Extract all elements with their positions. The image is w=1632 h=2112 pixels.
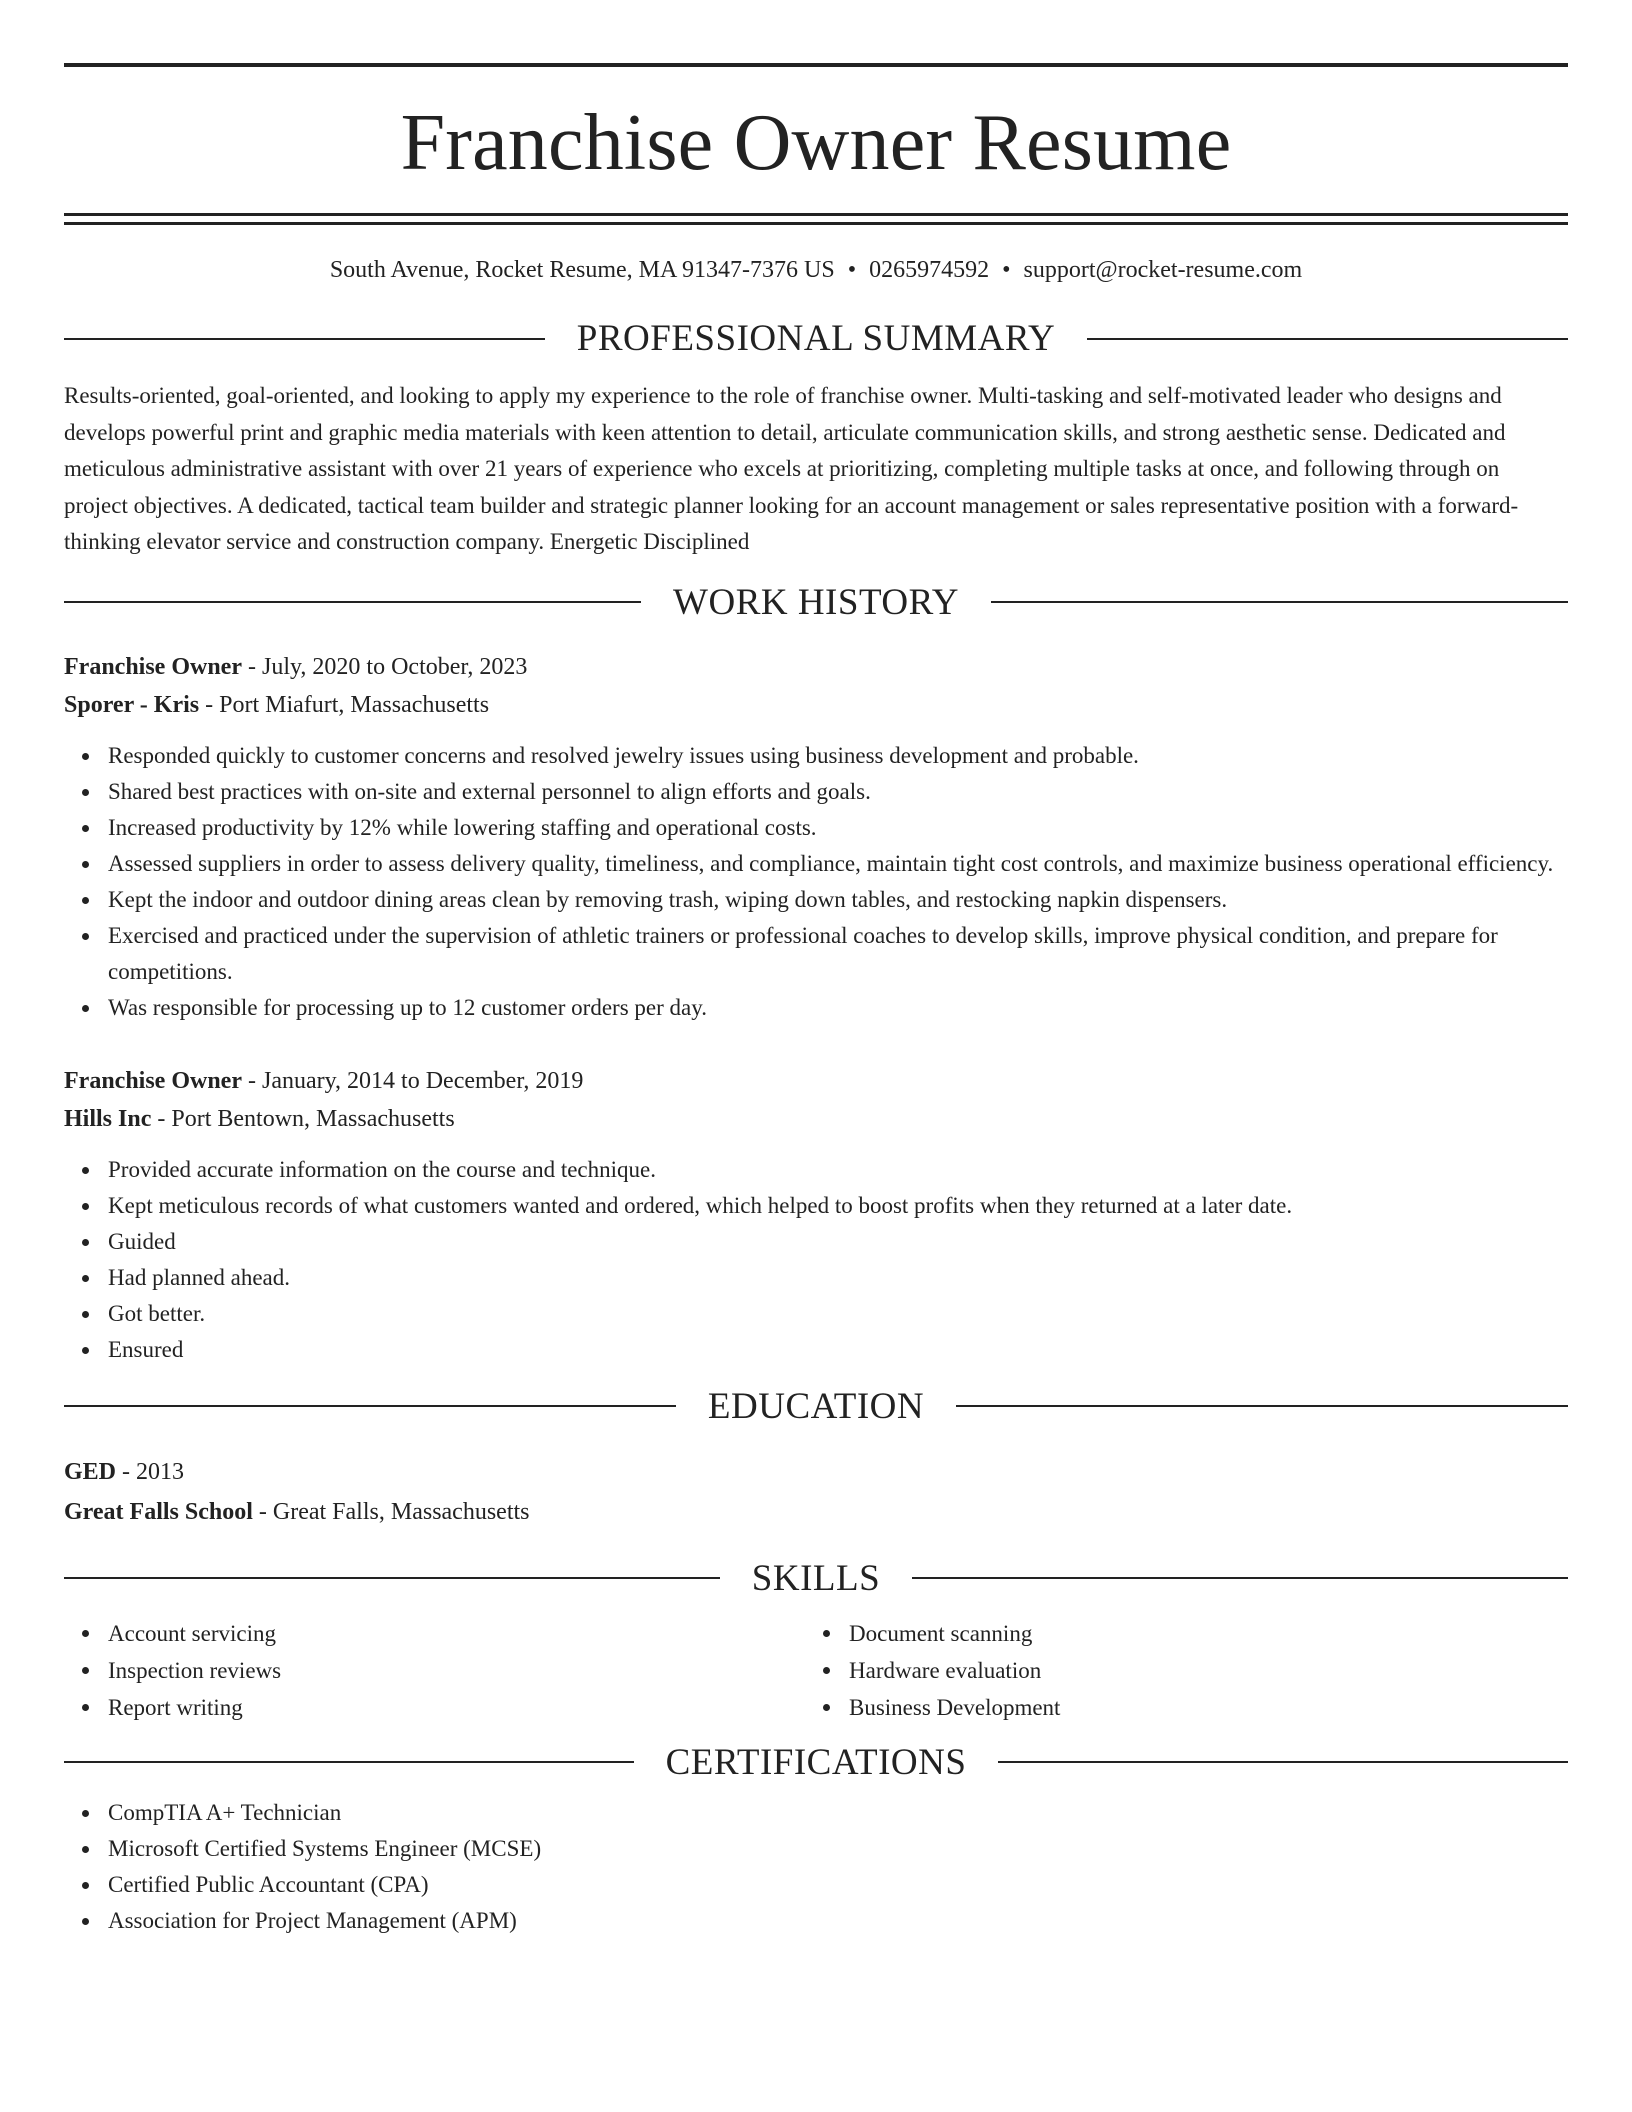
job-location: - Port Bentown, Massachusetts <box>151 1105 455 1132</box>
certifications-section-header <box>64 1741 1568 1783</box>
certifications-heading: CERTIFICATIONS <box>665 1741 967 1783</box>
job-bullet: Had planned ahead. <box>108 1260 1568 1296</box>
skill-item: Report writing <box>108 1689 805 1726</box>
section-rule-right <box>998 1761 1568 1763</box>
education-year: - 2013 <box>116 1458 185 1485</box>
job-bullet: Ensured <box>108 1332 1568 1368</box>
section-rule-left <box>64 338 545 340</box>
job-company: Sporer - Kris <box>64 691 200 718</box>
job-entry <box>64 648 1568 1026</box>
education-degree-line <box>64 1452 1568 1492</box>
certifications-list <box>64 1795 1568 1939</box>
job-bullet: Kept the indoor and outdoor dining areas clean by removing trash, wiping down tables, and restocking napkin dispensers. <box>108 882 1568 918</box>
job-title: Franchise Owner <box>64 653 242 680</box>
title-double-rule <box>64 213 1568 225</box>
job-title: Franchise Owner <box>64 1067 242 1094</box>
job-company-line <box>64 686 1568 724</box>
education-entry <box>64 1452 1568 1532</box>
section-rule-left <box>64 601 641 603</box>
skill-item: Document scanning <box>849 1615 1546 1652</box>
job-title-line <box>64 648 1568 686</box>
work-heading: WORK HISTORY <box>673 581 959 623</box>
job-dates: - January, 2014 to December, 2019 <box>241 1067 584 1094</box>
resume-title: Franchise Owner Resume <box>400 99 1232 187</box>
contact-address: South Avenue, Rocket Resume, MA 91347-7376 US <box>329 257 835 283</box>
job-location: - Port Miafurt, Massachusetts <box>199 691 490 718</box>
job-bullet: Guided <box>108 1224 1568 1260</box>
job-bullet: Kept meticulous records of what customers wanted and ordered, which helped to boost profits when they returned at a later date. <box>108 1188 1568 1224</box>
job-bullet: Assessed suppliers in order to assess delivery quality, timeliness, and compliance, maintain tight cost controls, and maximize business operational efficiency. <box>108 846 1568 882</box>
section-rule-left <box>64 1577 720 1579</box>
certification-item: CompTIA A+ Technician <box>108 1795 1568 1831</box>
section-rule-left <box>64 1761 634 1763</box>
contact-separator: • <box>1002 257 1011 283</box>
skills-heading: SKILLS <box>751 1557 881 1599</box>
section-rule-right <box>912 1577 1568 1579</box>
job-bullets <box>64 738 1568 1026</box>
job-bullets <box>64 1152 1568 1368</box>
job-company: Hills Inc <box>64 1105 152 1132</box>
job-bullet: Was responsible for processing up to 12 customer orders per day. <box>108 990 1568 1026</box>
contact-line <box>64 258 1568 282</box>
job-company-line <box>64 1100 1568 1138</box>
education-degree: GED <box>64 1458 117 1485</box>
skill-item: Business Development <box>849 1689 1546 1726</box>
work-section-header <box>64 581 1568 623</box>
education-school-line <box>64 1492 1568 1532</box>
education-heading: EDUCATION <box>707 1385 925 1427</box>
job-title-line <box>64 1062 1568 1100</box>
contact-phone: 0265974592 <box>869 257 990 283</box>
skills-list-right <box>805 1615 1546 1726</box>
certification-item: Certified Public Accountant (CPA) <box>108 1867 1568 1903</box>
certification-item: Microsoft Certified Systems Engineer (MCSE) <box>108 1831 1568 1867</box>
section-rule-left <box>64 1405 676 1407</box>
job-bullet: Increased productivity by 12% while lowering staffing and operational costs. <box>108 810 1568 846</box>
top-rule <box>64 63 1568 67</box>
skills-columns <box>64 1615 1568 1726</box>
skill-item: Inspection reviews <box>108 1652 805 1689</box>
skills-list-left <box>64 1615 805 1726</box>
summary-text: Results-oriented, goal-oriented, and looking to apply my experience to the role of franchise owner. Multi-tasking and self-motivated leader who designs and develops powerful print and graphic media materials with keen attention to detail, articulate communication skills, and strong aesthetic sense. Dedicated and meticulous administrative assistant with over 21 years of experience who excels at prioritizing, completing multiple tasks at once, and following through on project objectives. A dedicated, tactical team builder and strategic planner looking for an account management or sales representative position with a forward-thinking elevator service and construction company. Energetic Disciplined <box>64 383 1519 554</box>
job-entry <box>64 1062 1568 1368</box>
summary-section-header <box>64 320 1568 357</box>
job-dates: - July, 2020 to October, 2023 <box>241 653 528 680</box>
skill-item: Hardware evaluation <box>849 1652 1546 1689</box>
job-bullet: Exercised and practiced under the supervision of athletic trainers or professional coaches to develop skills, improve physical condition, and prepare for competitions. <box>108 918 1568 990</box>
section-rule-right <box>956 1405 1568 1407</box>
education-section-header <box>64 1385 1568 1427</box>
skill-item: Account servicing <box>108 1615 805 1652</box>
contact-separator: • <box>847 257 857 283</box>
certification-item: Association for Project Management (APM) <box>108 1903 1568 1939</box>
education-school: Great Falls School <box>64 1498 253 1525</box>
skills-section-header <box>64 1557 1568 1599</box>
education-location: - Great Falls, Massachusetts <box>252 1498 530 1525</box>
job-bullet: Responded quickly to customer concerns and resolved jewelry issues using business development and probable. <box>108 738 1568 774</box>
job-bullet: Shared best practices with on-site and external personnel to align efforts and goals. <box>108 774 1568 810</box>
summary-heading: PROFESSIONAL SUMMARY <box>576 318 1056 359</box>
job-bullet: Got better. <box>108 1296 1568 1332</box>
section-rule-right <box>1087 338 1568 340</box>
job-bullet: Provided accurate information on the course and technique. <box>108 1152 1568 1188</box>
contact-email: support@rocket-resume.com <box>1023 257 1303 283</box>
section-rule-right <box>991 601 1568 603</box>
